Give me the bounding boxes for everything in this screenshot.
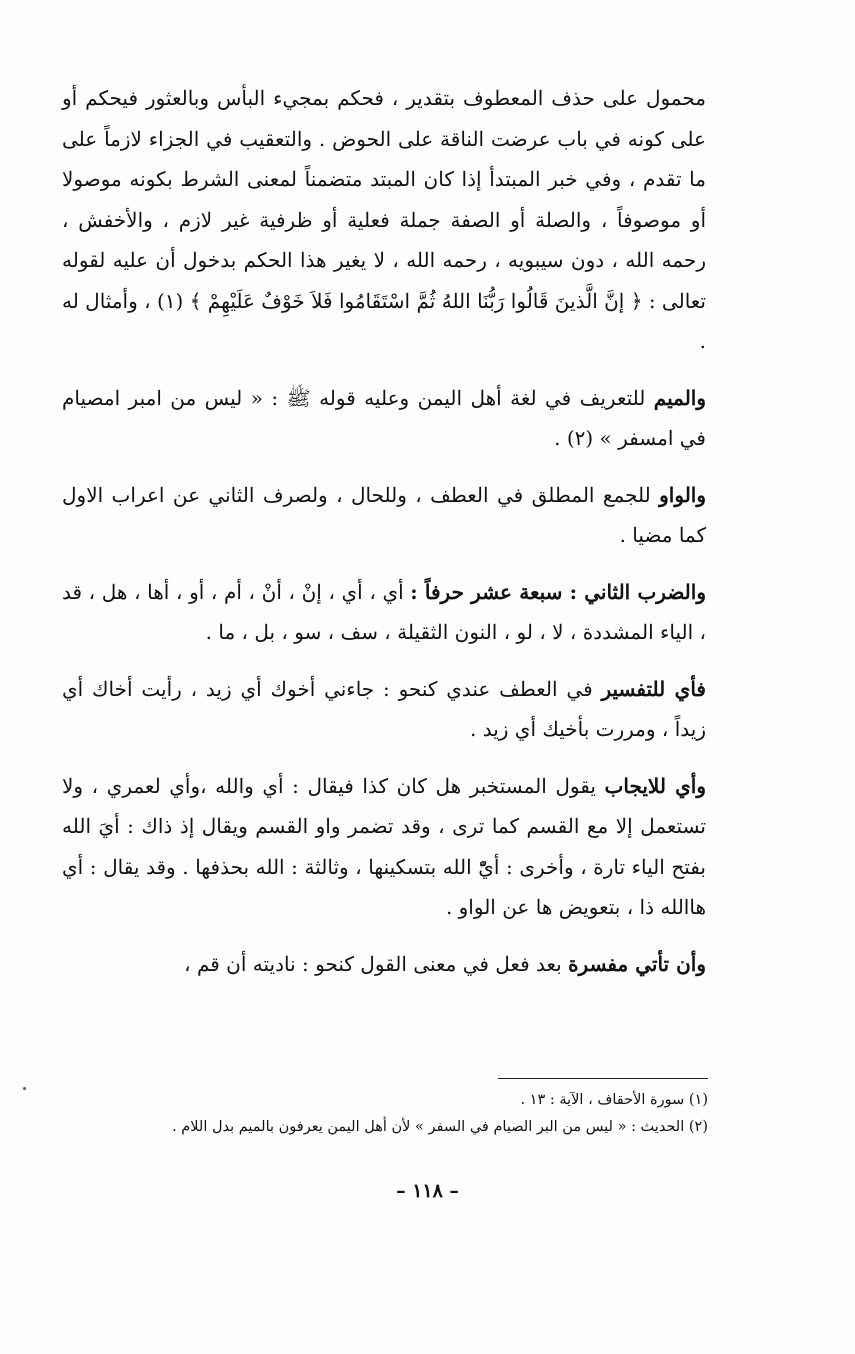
paragraph-7-lead: وأن تأتي مفسرة [568,951,706,976]
paragraph-2: والميم للتعريف في لغة أهل اليمن وعليه قوله ﷺ : « ليس من امبر امصيام في امسفر » (٢) . [62,385,707,450]
paragraph-1: محمول على حذف المعطوف بتقدير ، فحكم بمجيء البأس وبالعثور فيحكم أو على كونه في باب عرضت الناقة على الحوض . والتعقيب في الجزاء لازماً على ما تقدم ، وفي خبر المبتدأ إذا كان المبتد متضمناً لمعنى الشرط بكونه موصولا أو موصوفاً ، والصلة أو الصفة جملة فعلية أو ظرفية غير لازم ، والأخفش ، رحمه الله ، دون سيبويه ، رحمه الله ، لا يغير هذا الحكم بدخول أن عليه لقوله تعالى : ﴿ إنَّ الَّذينَ قَالُوا رَبُّنَا اللهُ ثُمَّ اسْتَقَامُوا فَلاَ خَوْفٌ عَلَيْهِمْ ﴾ (١) ، وأمثال له . [62,86,707,353]
scan-speck [23,1087,26,1090]
paragraph-3: والواو للجمع المطلق في العطف ، وللحال ، ولصرف الثاني عن اعراب الاول كما مضيا . [62,482,706,547]
paragraph-4-lead: والضرب الثاني : سبعة عشر حرفاً : [410,579,706,604]
paragraph-6-lead: وأي للايجاب [604,773,706,798]
paragraph-5-lead: فأي للتفسير [601,676,706,701]
footnote-1: (١) سورة الأحقاف ، الآية : ١٣ . [520,1092,708,1108]
paragraph-6: وأي للايجاب يقول المستخبر هل كان كذا فيقال : أي والله ،وأي لعمري ، ولا تستعمل إلا مع القسم كما ترى ، وقد تضمر واو القسم ويقال إذ ذاك : أيَ الله بفتح الياء تارة ، وأخرى : أيّْ الله بتسكينها ، وثالثة : الله بحذفها . وقد يقال : أي هاالله ذا ، بتعويض ها عن الواو . [62,773,706,919]
page-number: – ١١٨ – [396,1180,459,1202]
paragraph-2-lead: والميم [653,385,707,410]
paragraph-5: فأي للتفسير في العطف عندي كنحو : جاءني أخوك أي زيد ، رأيت أخاك أي زيداً ، ومررت بأخيك أي زيد . [62,676,706,741]
footnote-divider [498,1078,708,1079]
paragraph-3-lead: والواو [659,482,706,507]
main-text [62,78,706,1000]
footnote-2: (٢) الحديث : « ليس من البر الصيام في السفر » لأن أهل اليمن يعرفون بالميم بدل اللام . [172,1119,708,1135]
paragraph-4: والضرب الثاني : سبعة عشر حرفاً : أي ، أي ، إنْ ، أنْ ، أم ، أو ، أها ، هل ، قد ، الياء المشددة ، لا ، لو ، النون الثقيلة ، سف ، سو ، بل ، ما . [62,579,706,644]
paragraph-7: وأن تأتي مفسرة بعد فعل في معنى القول كنحو : ناديته أن قم ، [184,951,706,976]
footnotes [90,1078,708,1141]
